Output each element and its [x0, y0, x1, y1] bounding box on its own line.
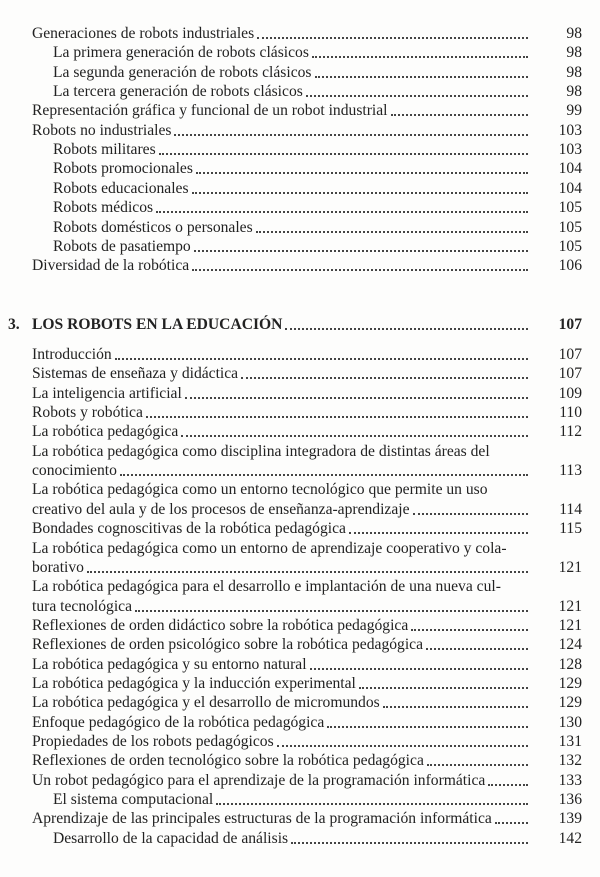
entry-line	[32, 345, 528, 365]
entry-text: El sistema computacional	[53, 791, 214, 809]
toc-entry[interactable]	[0, 179, 600, 199]
entry-line	[53, 63, 528, 83]
toc-entry[interactable]	[0, 256, 600, 276]
dot-leader	[115, 358, 528, 360]
entry-text: Robots educacionales	[53, 179, 189, 197]
entry-line	[32, 693, 528, 713]
dot-leader	[411, 629, 528, 631]
toc-entry[interactable]	[0, 635, 600, 655]
dot-leader	[146, 416, 528, 418]
entry-text: Reflexiones de orden tecnológico sobre la robótica pedagógica	[32, 752, 424, 770]
entry-line	[32, 809, 528, 829]
entry-text: Generaciones de robots industriales	[32, 25, 255, 42]
entry-text: Robots militares	[53, 141, 156, 159]
dot-leader	[391, 114, 528, 116]
entry-text: La primera generación de robots clásicos	[53, 44, 309, 62]
entry-line	[32, 616, 528, 636]
entry-text: Enfoque pedagógico de la robótica pedagógica	[32, 713, 325, 731]
page-number: 132	[558, 752, 582, 770]
toc-entry[interactable]	[0, 732, 600, 752]
entry-line	[32, 256, 528, 276]
toc-entry[interactable]	[0, 237, 600, 257]
toc-entry[interactable]	[0, 63, 600, 83]
dot-leader	[327, 726, 528, 728]
entry-line	[53, 179, 528, 199]
entry-line	[32, 751, 528, 771]
entry-text: Robots médicos	[53, 199, 154, 217]
toc-entry[interactable]	[0, 345, 600, 365]
page-number: 98	[566, 63, 582, 81]
page-number: 121	[558, 597, 582, 615]
entry-text-line: La robótica pedagógica como un entorno de aprendizaje cooperativo y cola-	[32, 539, 507, 557]
toc-entry[interactable]	[0, 771, 600, 791]
entry-line	[32, 422, 528, 442]
page-number: 98	[566, 25, 582, 42]
page-number: 103	[558, 141, 582, 159]
dot-leader	[241, 377, 528, 379]
entry-line	[32, 364, 528, 384]
entry-text: La robótica pedagógica	[32, 423, 179, 441]
dot-leader	[285, 328, 528, 330]
entry-text: Desarrollo de la capacidad de análisis	[53, 829, 289, 847]
toc-entry[interactable]	[0, 558, 600, 578]
entry-line	[53, 218, 528, 238]
page-number: 105	[558, 199, 582, 217]
page-number: 124	[558, 636, 582, 654]
entry-line	[53, 140, 528, 160]
entry-text: borativo	[32, 558, 84, 576]
dot-leader	[185, 397, 528, 399]
page-number: 110	[559, 404, 582, 422]
toc-entry[interactable]	[0, 751, 600, 771]
dot-leader	[495, 822, 528, 824]
toc-entry[interactable]	[0, 364, 600, 384]
entry-text: Robots domésticos o personales	[53, 218, 253, 236]
entry-line	[32, 24, 528, 44]
page-number: 121	[558, 616, 582, 634]
page-number: 103	[558, 121, 582, 139]
entry-text: Propiedades de los robots pedagógicos	[32, 733, 274, 750]
entry-text: La robótica pedagógica y la inducción experimental	[32, 674, 356, 692]
dot-leader	[120, 474, 528, 476]
entry-text: La robótica pedagógica y su entorno natural	[32, 655, 307, 673]
dot-leader	[488, 784, 528, 786]
dot-leader	[426, 648, 528, 650]
page-number: 106	[558, 257, 582, 275]
toc-entry[interactable]	[0, 790, 600, 810]
entry-text: Robots de pasatiempo	[53, 237, 191, 255]
toc-entry[interactable]	[0, 519, 600, 539]
toc-entry[interactable]	[0, 403, 600, 423]
toc-entry[interactable]	[0, 384, 600, 404]
entry-text-line: La robótica pedagógica como un entorno tecnológico que permite un uso	[32, 481, 488, 499]
toc-entry[interactable]	[0, 500, 600, 520]
toc-entry[interactable]	[0, 198, 600, 218]
page-number: 107	[558, 346, 582, 363]
toc-entry[interactable]	[0, 809, 600, 829]
entry-line	[53, 159, 528, 179]
entry-text-line: La robótica pedagógica como disciplina integradora de distintas áreas del	[32, 442, 490, 460]
dot-leader	[192, 192, 528, 194]
entry-text: Un robot pedagógico para el aprendizaje de la programación informática	[32, 771, 486, 789]
entry-text-line: La robótica pedagógica para el desarrollo e implantación de una nueva cul-	[32, 578, 501, 596]
entry-text: Robots no industriales	[32, 121, 172, 139]
dot-leader	[135, 610, 528, 612]
entry-line	[32, 519, 528, 539]
entry-text: Sistemas de enseñaza y didáctica	[32, 365, 239, 383]
entry-line	[53, 237, 528, 257]
entry-line	[32, 121, 528, 141]
dot-leader	[315, 76, 529, 78]
entry-line	[32, 461, 528, 481]
dot-leader	[413, 513, 528, 515]
page-number: 133	[558, 771, 582, 789]
dot-leader	[174, 134, 528, 136]
entry-line	[32, 101, 528, 121]
entry-text: Reflexiones de orden psicológico sobre la robótica pedagógica	[32, 636, 424, 654]
dot-leader	[216, 803, 528, 805]
entry-text: Bondades cognoscitivas de la robótica pedagógica	[32, 520, 346, 538]
dot-leader	[156, 211, 528, 213]
page-number: 104	[558, 160, 582, 178]
page-number: 130	[558, 713, 582, 731]
toc-entry[interactable]	[0, 597, 600, 617]
toc-entry[interactable]	[0, 121, 600, 141]
page-number: 128	[558, 655, 582, 673]
dot-leader	[312, 56, 528, 58]
page-number: 121	[558, 558, 582, 576]
dot-leader	[192, 269, 528, 271]
entry-line	[53, 82, 528, 102]
entry-line	[53, 198, 528, 218]
toc-entry[interactable]	[0, 24, 600, 44]
entry-line	[32, 732, 528, 752]
toc-entry[interactable]	[0, 140, 600, 160]
entry-text: Robots promocionales	[53, 160, 193, 178]
entry-text: Reflexiones de orden didáctico sobre la robótica pedagógica	[32, 616, 409, 634]
page-number: 99	[566, 102, 582, 120]
entry-line	[32, 558, 528, 578]
page-number: 129	[558, 694, 582, 712]
toc-entry[interactable]	[0, 713, 600, 733]
entry-line	[32, 597, 528, 617]
toc-entry[interactable]	[0, 218, 600, 238]
entry-line	[32, 655, 528, 675]
toc-entry[interactable]	[0, 82, 600, 102]
page-number: 98	[566, 44, 582, 62]
page-number: 142	[558, 829, 582, 847]
page-number: 107	[558, 316, 582, 333]
page-number: 107	[558, 365, 582, 383]
entry-line	[32, 403, 528, 423]
entry-text: La inteligencia artificial	[32, 384, 182, 402]
dot-leader	[196, 172, 528, 174]
page-number: 109	[558, 384, 582, 402]
dot-leader	[159, 153, 528, 155]
dot-leader	[306, 95, 528, 97]
entry-text: La segunda generación de robots clásicos	[53, 63, 312, 81]
page-number: 139	[558, 810, 582, 828]
dot-leader	[194, 250, 528, 252]
entry-line	[32, 713, 528, 733]
toc-entry[interactable]	[0, 693, 600, 713]
entry-line	[53, 829, 528, 849]
page-number: 115	[559, 520, 582, 538]
entry-line	[53, 790, 528, 810]
entry-line	[32, 771, 528, 791]
entry-text: Robots y robótica	[32, 404, 143, 422]
dot-leader	[310, 668, 528, 670]
entry-text: conocimiento	[32, 462, 117, 480]
entry-line	[32, 500, 528, 520]
entry-line	[32, 315, 528, 335]
page-number: 105	[558, 237, 582, 255]
toc-entry[interactable]	[0, 461, 600, 481]
dot-leader	[349, 532, 528, 534]
entry-text: Representación gráfica y funcional de un robot industrial	[32, 102, 388, 120]
dot-leader	[427, 764, 528, 766]
chapter-heading[interactable]	[0, 315, 600, 335]
page-number: 104	[558, 179, 582, 197]
page-number: 113	[559, 462, 582, 480]
entry-line	[32, 384, 528, 404]
entry-text: creativo del aula y de los procesos de enseñanza-aprendizaje	[32, 500, 410, 518]
dot-leader	[256, 231, 528, 233]
page-number: 136	[558, 791, 582, 809]
entry-text: Introducción	[32, 346, 112, 363]
entry-text: Diversidad de la robótica	[32, 257, 190, 275]
entry-text: La tercera generación de robots clásicos	[53, 83, 303, 101]
toc-entry[interactable]	[0, 655, 600, 675]
page-number: 105	[558, 218, 582, 236]
entry-text: LOS ROBOTS EN LA EDUCACIÓN	[32, 316, 283, 333]
page-number: 114	[559, 500, 582, 518]
page-number: 98	[566, 83, 582, 101]
dot-leader	[257, 37, 528, 39]
page-number: 131	[558, 733, 582, 750]
toc-entry[interactable]	[0, 674, 600, 694]
page-number: 129	[558, 674, 582, 692]
toc-entry[interactable]	[0, 829, 600, 849]
chapter-number: 3.	[8, 316, 20, 333]
toc-entry[interactable]	[0, 101, 600, 121]
entry-text: La robótica pedagógica y el desarrollo de micromundos	[32, 694, 380, 712]
dot-leader	[181, 435, 528, 437]
entry-line	[32, 674, 528, 694]
toc-entry[interactable]	[0, 422, 600, 442]
dot-leader	[359, 687, 528, 689]
toc-entry[interactable]	[0, 43, 600, 63]
toc-entry[interactable]	[0, 159, 600, 179]
entry-line	[53, 43, 528, 63]
dot-leader	[383, 706, 528, 708]
toc-entry[interactable]	[0, 616, 600, 636]
entry-line	[32, 635, 528, 655]
entry-text: tura tecnológica	[32, 597, 133, 615]
entry-text: Aprendizaje de las principales estructuras de la programación informática	[32, 810, 492, 828]
dot-leader	[277, 745, 528, 747]
dot-leader	[291, 842, 528, 844]
dot-leader	[87, 571, 528, 573]
page-number: 112	[559, 423, 582, 441]
